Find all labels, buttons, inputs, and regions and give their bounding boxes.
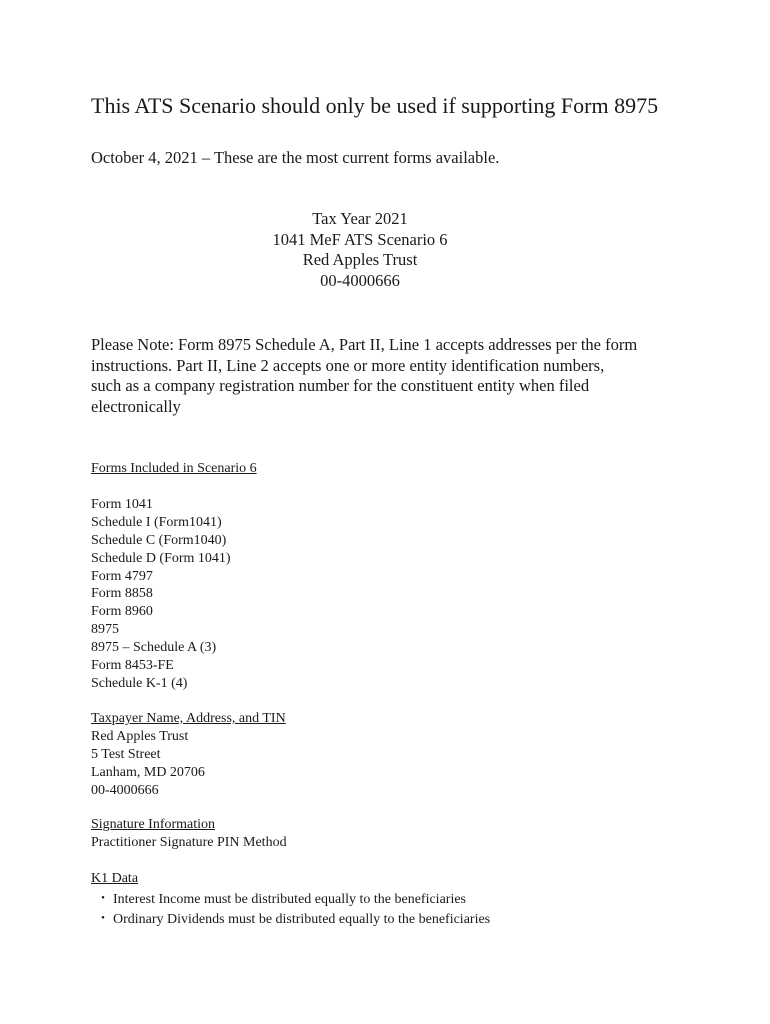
scenario-header-block: [200, 209, 520, 292]
taxpayer-street: 5 Test Street: [91, 746, 161, 762]
taxpayer-heading: Taxpayer Name, Address, and TIN: [91, 711, 286, 726]
document-title: This ATS Scenario should only be used if supporting Form 8975: [91, 93, 659, 118]
note-line: Please Note: Form 8975 Schedule A, Part II, Line 1 accepts addresses per the form: [91, 335, 638, 354]
k1-data-heading: K1 Data: [91, 871, 139, 886]
k1-bullet-item: [91, 910, 490, 930]
entity-ein: 00-4000666: [320, 271, 400, 291]
bullet-icon: ・: [96, 911, 110, 927]
form-item: Form 4797: [91, 568, 153, 584]
k1-bullet-item: [91, 890, 490, 910]
form-item: Schedule K-1 (4): [91, 675, 188, 691]
date-note: October 4, 2021 – These are the most current forms available.: [91, 148, 500, 167]
bullet-icon: ・: [96, 891, 110, 907]
scenario-name: 1041 MeF ATS Scenario 6: [272, 229, 448, 249]
tax-year: Tax Year 2021: [312, 209, 408, 228]
signature-method: Practitioner Signature PIN Method: [91, 834, 287, 850]
k1-data-section: [91, 870, 490, 930]
form-item: Form 8960: [91, 604, 153, 620]
please-note-paragraph: [91, 335, 691, 417]
forms-included-heading: Forms Included in Scenario 6: [91, 461, 257, 476]
form-item: Form 1041: [91, 496, 153, 512]
entity-name: Red Apples Trust: [302, 250, 418, 270]
forms-list: [91, 496, 257, 693]
forms-included-section: [91, 460, 257, 693]
k1-bullet-text: Ordinary Dividends must be distributed equally to the beneficiaries: [113, 911, 491, 927]
k1-bullet-list: [91, 890, 490, 930]
taxpayer-section: [91, 710, 286, 800]
form-item: Form 8453-FE: [91, 658, 174, 674]
note-line: such as a company registration number for the constituent entity when filed: [91, 376, 590, 396]
note-line: instructions. Part II, Line 2 accepts one or more entity identification numbers,: [91, 355, 605, 375]
signature-section: [91, 816, 287, 852]
k1-bullet-text: Interest Income must be distributed equally to the beneficiaries: [113, 891, 466, 907]
note-line: electronically: [91, 396, 181, 416]
taxpayer-name: Red Apples Trust: [91, 728, 189, 744]
form-item: 8975: [91, 622, 119, 638]
form-item: 8975 – Schedule A (3): [91, 640, 217, 656]
form-item: Schedule I (Form1041): [91, 514, 222, 530]
form-item: Form 8858: [91, 586, 153, 602]
form-item: Schedule C (Form1040): [91, 532, 227, 548]
form-item: Schedule D (Form 1041): [91, 550, 231, 566]
taxpayer-city-state-zip: Lanham, MD 20706: [91, 764, 205, 780]
signature-heading: Signature Information: [91, 817, 216, 832]
taxpayer-tin: 00-4000666: [91, 782, 159, 798]
